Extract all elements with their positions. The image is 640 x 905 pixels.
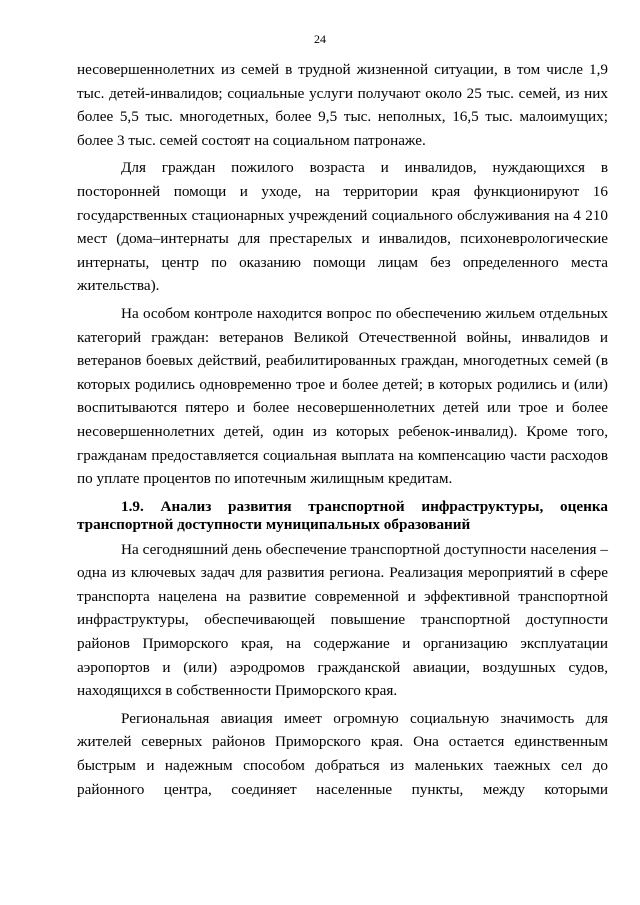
paragraph-regional-aviation: Региональная авиация имеет огромную социальную значимость для жителей северных районов Приморского края. Она остается единственным быстрым и надежным способом добраться из маленьких таежных сел до районного центра, соединяет населенные пункты, между которыми [77,709,608,798]
document-body [77,58,608,801]
page-number: 24 [314,32,326,46]
paragraph-social-services: несовершеннолетних из семей в трудной жизненной ситуации, в том числе 1,9 тыс. детей-инвалидов; социальные услуги получают около 25 тыс. семей, из них более 5,5 тыс. многодетных, более 9,5 тыс. неполных, 16,5 тыс. малоимущих; более 3 тыс. семей состоят на социальном патронаже. [77,61,608,149]
section-heading: 1.9. Анализ развития транспортной инфраструктуры, оценка транспортной доступности муниципальных образований [77,497,608,533]
paragraph-elderly-institutions: Для граждан пожилого возраста и инвалидов, нуждающихся в посторонней помощи и уходе, на территории края функционируют 16 государственных стационарных учреждений социального обслуживания на 4 210 мест (дома–интернаты для престарелых и инвалидов, психоневрологические интернаты, центр по оказанию помощи лицам без определенного места жительства). [77,159,608,295]
paragraph-housing-provision: На особом контроле находится вопрос по обеспечению жильем отдельных категорий граждан: ветеранов Великой Отечественной войны, инвалидов и ветеранов боевых действий, реабилитированных граждан, многодетных семей (в которых родились одновременно трое и более детей; в которых родились и (или) воспитываются пятеро и более несовершеннолетних детей или трое и более несовершеннолетних детей, один из которых ребенок-инвалид). Кроме того, гражданам предоставляется социальная выплата на компенсацию части расходов по уплате процентов по ипотечным жилищным кредитам. [77,304,608,488]
paragraph-transport-accessibility: На сегодняшний день обеспечение транспортной доступности населения – одна из ключевых задач для развития региона. Реализация мероприятий в сфере транспорта нацелена на развитие современной и эффективной транспортной инфраструктуры, обеспечивающей повышение транспортной доступности районов Приморского края, на содержание и организацию эксплуатации аэропортов и (или) аэродромов гражданской авиации, воздушных судов, находящихся в собственности Приморского края. [77,540,608,700]
